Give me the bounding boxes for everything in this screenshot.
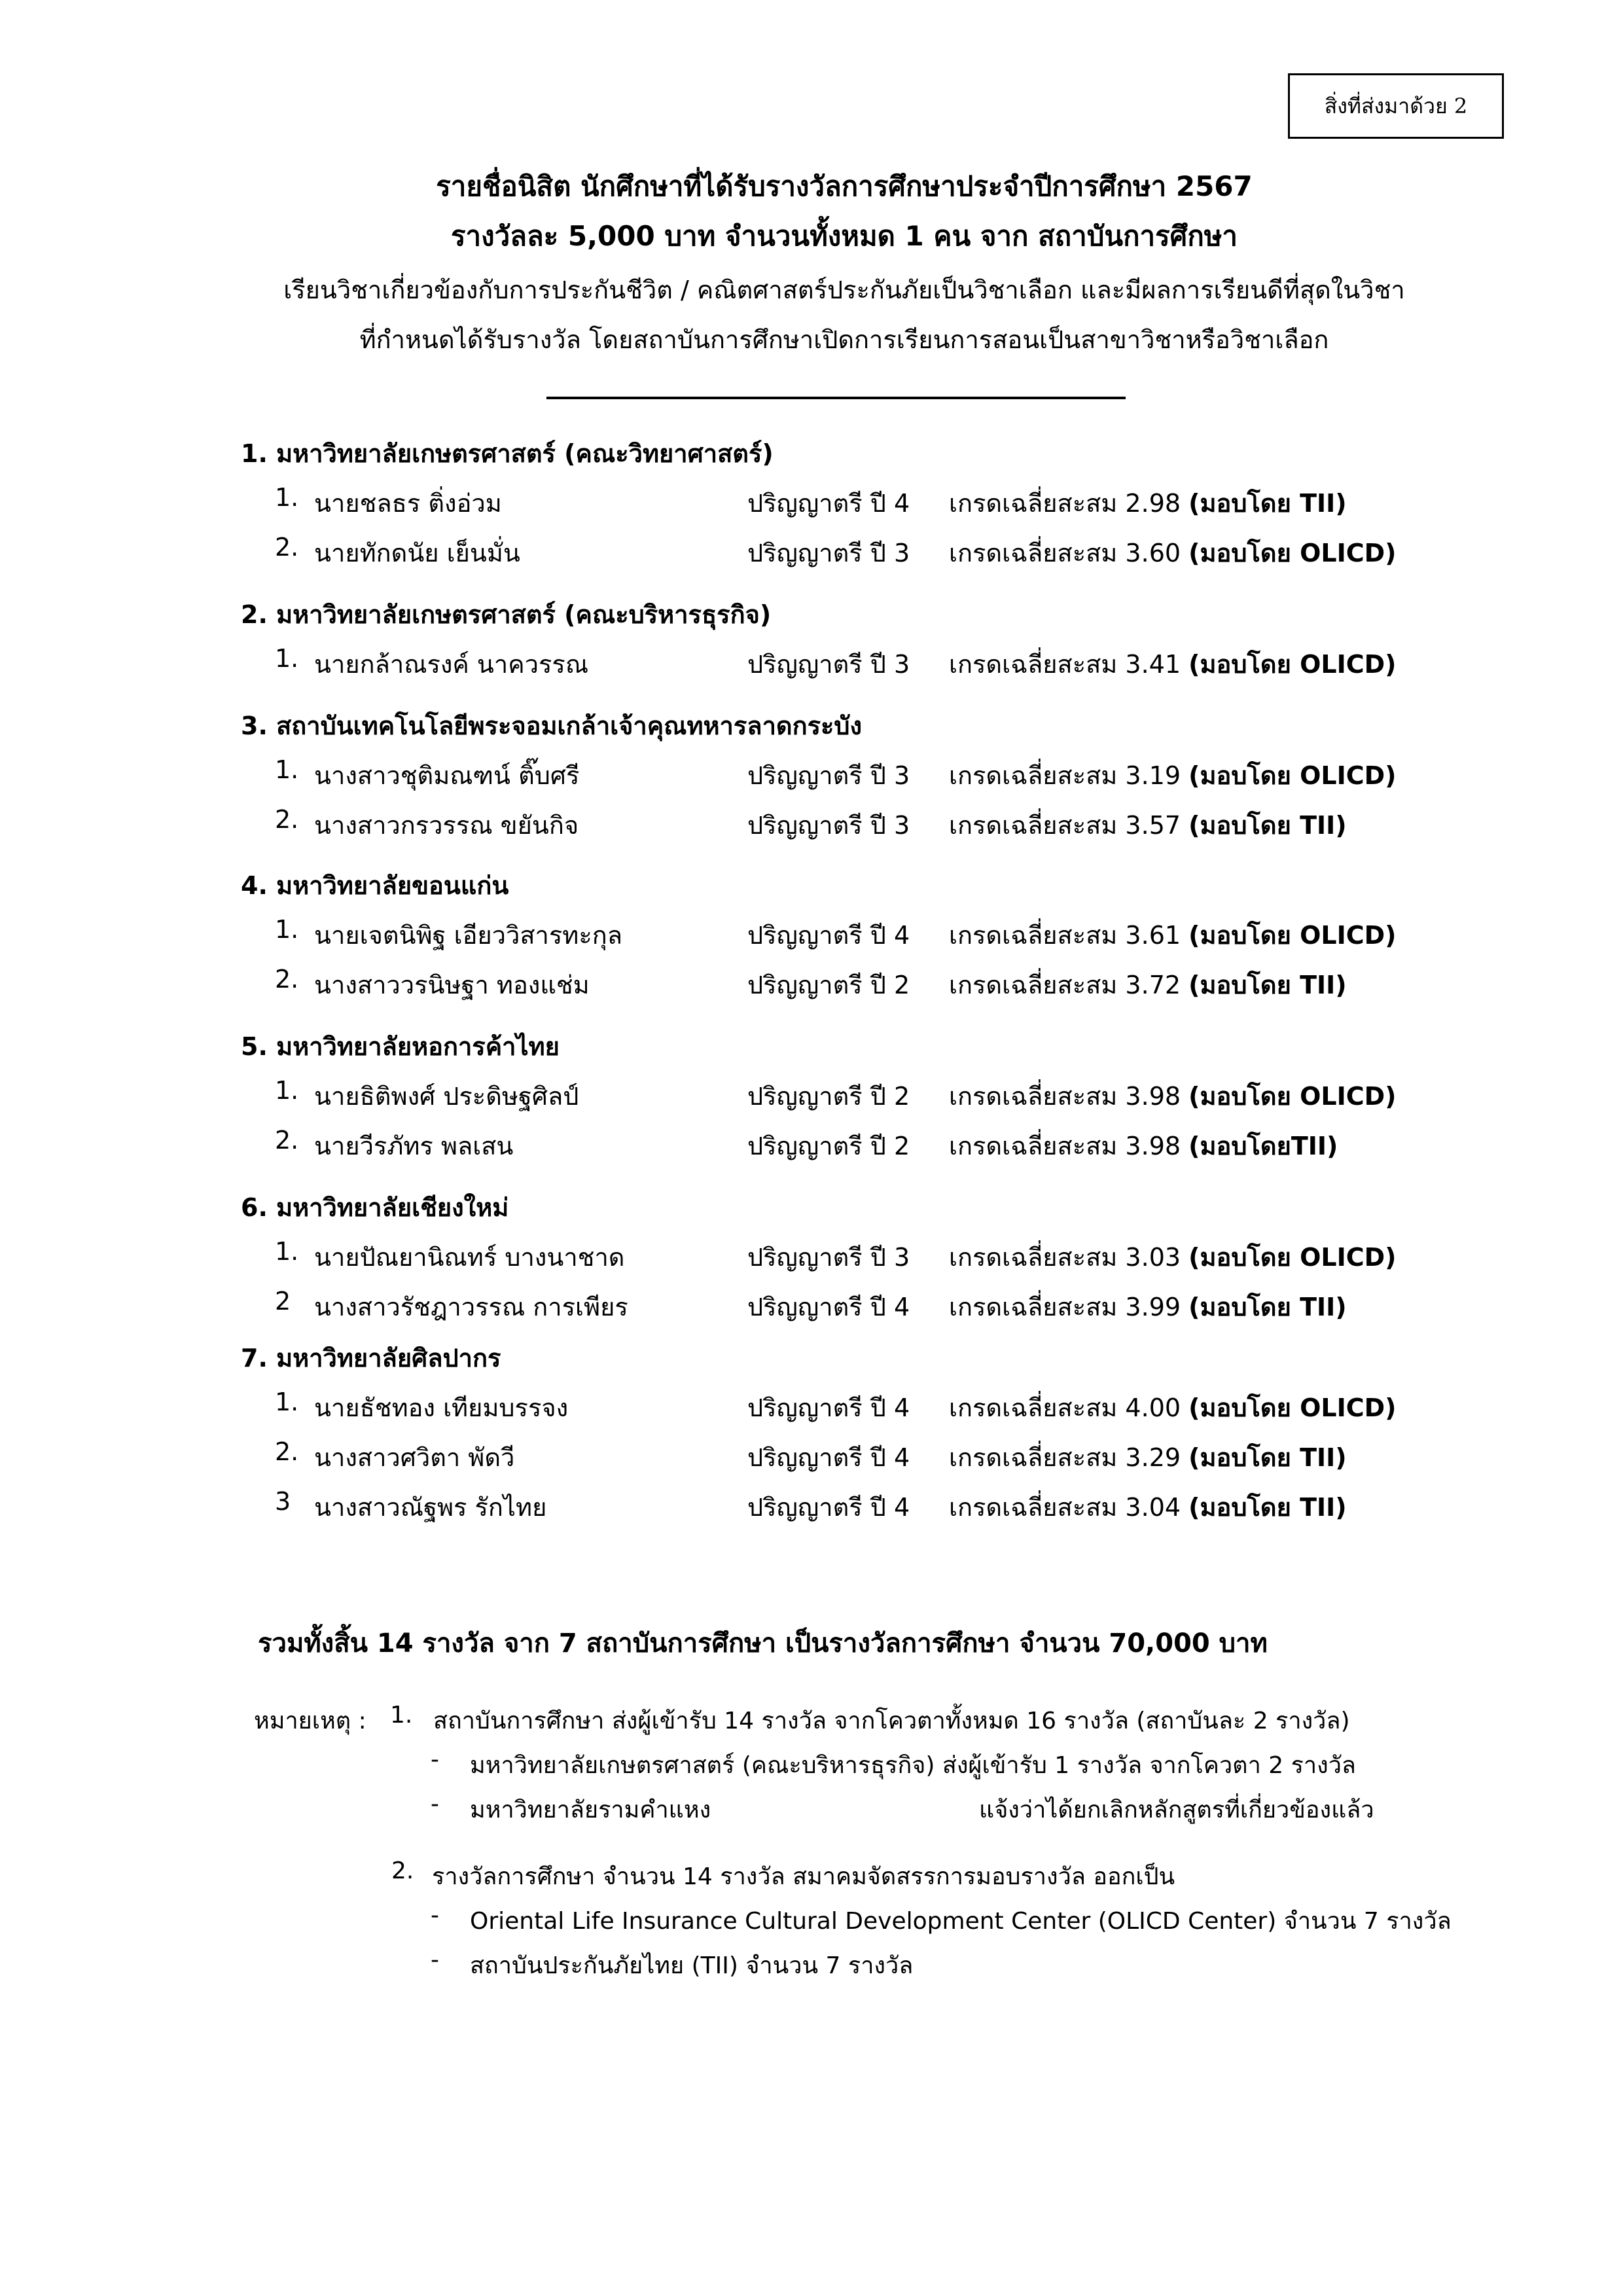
student-number: 2. xyxy=(275,805,299,834)
student-number: 1. xyxy=(275,915,299,944)
institution-heading: 1. มหาวิทยาลัยเกษตรศาสตร์ (คณะวิทยาศาสตร์) xyxy=(241,439,774,468)
student-number: 1. xyxy=(275,755,299,784)
student-name: นายกล้าณรงค์ นาควรรณ xyxy=(314,650,589,679)
student-donor: (มอบโดย TII) xyxy=(1188,489,1347,518)
student-gpa: เกรดเฉลี่ยสะสม 3.41 xyxy=(949,650,1181,679)
student-number: 1. xyxy=(275,1237,299,1266)
note-2-text: รางวัลการศึกษา จำนวน 14 รางวัล สมาคมจัดสรรการมอบรางวัล ออกเป็น xyxy=(432,1863,1175,1890)
student-gpa-group xyxy=(949,533,1397,573)
student-gpa: เกรดเฉลี่ยสะสม 3.61 xyxy=(949,921,1181,950)
title-line-2: รางวัลละ 5,000 บาท จำนวนทั้งหมด 1 คน จาก สถาบันการศึกษา xyxy=(450,220,1238,252)
student-gpa-group xyxy=(949,965,1347,1005)
institution-heading: 6. มหาวิทยาลัยเชียงใหม่ xyxy=(241,1193,509,1222)
student-donor: (มอบโดย OLICD) xyxy=(1188,1082,1397,1111)
student-degree: ปริญญาตรี ปี 4 xyxy=(747,1493,910,1522)
student-gpa: เกรดเฉลี่ยสะสม 3.57 xyxy=(949,811,1181,840)
student-name: นายชลธร ติ่งอ่วม xyxy=(314,489,502,518)
note-1-sub-1: มหาวิทยาลัยเกษตรศาสตร์ (คณะบริหารธุรกิจ) ส่งผู้เข้ารับ 1 รางวัล จากโควตา 2 รางวัล xyxy=(470,1752,1356,1779)
note-1-sub-2-institution: มหาวิทยาลัยรามคำแหง xyxy=(470,1797,711,1823)
student-degree: ปริญญาตรี ปี 2 xyxy=(747,1082,910,1111)
student-degree: ปริญญาตรี ปี 3 xyxy=(747,761,910,790)
student-degree: ปริญญาตรี ปี 4 xyxy=(747,489,910,518)
student-degree: ปริญญาตรี ปี 4 xyxy=(747,1443,910,1472)
student-donor: (มอบโดย OLICD) xyxy=(1188,539,1397,567)
student-name: นางสาวศวิตา พัดวี xyxy=(314,1443,515,1472)
student-gpa-group xyxy=(949,483,1347,523)
student-name: นายเจตนิพิฐ เอียววิสารทะกุล xyxy=(314,921,623,950)
student-gpa: เกรดเฉลี่ยสะสม 3.03 xyxy=(949,1243,1181,1272)
student-name: นางสาววรนิษฐา ทองแช่ม xyxy=(314,971,590,999)
student-gpa-group xyxy=(949,915,1397,955)
student-gpa-group xyxy=(949,1237,1397,1277)
student-donor: (มอบโดย TII) xyxy=(1188,1443,1347,1472)
note-1-sub-2-remark: แจ้งว่าได้ยกเลิกหลักสูตรที่เกี่ยวข้องแล้ว xyxy=(979,1797,1374,1823)
student-donor: (มอบโดย TII) xyxy=(1188,971,1347,999)
total-summary: รวมทั้งสิ้น 14 รางวัล จาก 7 สถาบันการศึกษา เป็นรางวัลการศึกษา จำนวน 70,000 บาท xyxy=(258,1628,1268,1659)
institution-heading: 3. สถาบันเทคโนโลยีพระจอมเกล้าเจ้าคุณทหารลาดกระบัง xyxy=(241,711,863,740)
student-number: 2. xyxy=(275,533,299,562)
student-number: 1. xyxy=(275,1076,299,1105)
student-gpa: เกรดเฉลี่ยสะสม 3.98 xyxy=(949,1132,1181,1160)
student-number: 2. xyxy=(275,965,299,994)
student-gpa-group xyxy=(949,1287,1347,1327)
student-name: นายทักดนัย เย็นมั่น xyxy=(314,539,520,567)
subtitle-line-1: เรียนวิชาเกี่ยวข้องกับการประกันชีวิต / คณิตศาสตร์ประกันภัยเป็นวิชาเลือก และมีผลการเรียนดีที่สุดในวิชา xyxy=(283,276,1405,304)
student-name: นายวีรภัทร พลเสน xyxy=(314,1132,514,1160)
student-donor: (มอบโดย TII) xyxy=(1188,811,1347,840)
student-gpa: เกรดเฉลี่ยสะสม 4.00 xyxy=(949,1393,1181,1422)
student-donor: (มอบโดย OLICD) xyxy=(1188,650,1397,679)
attachment-label: สิ่งที่ส่งมาด้วย 2 xyxy=(1288,73,1504,139)
student-gpa: เกรดเฉลี่ยสะสม 3.72 xyxy=(949,971,1181,999)
note-2-dash-2: - xyxy=(431,1946,439,1973)
student-gpa-group xyxy=(949,805,1347,845)
title-line-1: รายชื่อนิสิต นักศึกษาที่ได้รับรางวัลการศึกษาประจำปีการศึกษา 2567 xyxy=(436,170,1253,202)
student-degree: ปริญญาตรี ปี 3 xyxy=(747,539,910,567)
student-number: 3 xyxy=(275,1487,291,1516)
note-2-number: 2. xyxy=(391,1857,414,1884)
student-degree: ปริญญาตรี ปี 4 xyxy=(747,1293,910,1321)
student-donor: (มอบโดย TII) xyxy=(1188,1293,1347,1321)
note-1-number: 1. xyxy=(390,1702,413,1729)
student-gpa: เกรดเฉลี่ยสะสม 3.19 xyxy=(949,761,1181,790)
student-gpa: เกรดเฉลี่ยสะสม 3.29 xyxy=(949,1443,1181,1472)
student-degree: ปริญญาตรี ปี 3 xyxy=(747,811,910,840)
student-degree: ปริญญาตรี ปี 3 xyxy=(747,1243,910,1272)
institution-heading: 5. มหาวิทยาลัยหอการค้าไทย xyxy=(241,1032,560,1061)
student-gpa: เกรดเฉลี่ยสะสม 3.98 xyxy=(949,1082,1181,1111)
note-2-sub-2: สถาบันประกันภัยไทย (TII) จำนวน 7 รางวัล xyxy=(470,1952,914,1979)
student-gpa: เกรดเฉลี่ยสะสม 3.04 xyxy=(949,1493,1181,1522)
student-donor: (มอบโดยTII) xyxy=(1188,1132,1338,1160)
student-name: นางสาวรัชฎาวรรณ การเพียร xyxy=(314,1293,628,1321)
student-number: 2. xyxy=(275,1126,299,1155)
student-number: 1. xyxy=(275,1388,299,1416)
student-gpa-group xyxy=(949,755,1397,795)
student-degree: ปริญญาตรี ปี 2 xyxy=(747,1132,910,1160)
student-degree: ปริญญาตรี ปี 4 xyxy=(747,921,910,950)
student-gpa: เกรดเฉลี่ยสะสม 2.98 xyxy=(949,489,1181,518)
student-number: 2. xyxy=(275,1437,299,1466)
institution-heading: 7. มหาวิทยาลัยศิลปากร xyxy=(241,1344,501,1372)
student-gpa: เกรดเฉลี่ยสะสม 3.60 xyxy=(949,539,1181,567)
student-name: นายธัชทอง เทียมบรรจง xyxy=(314,1393,569,1422)
student-donor: (มอบโดย TII) xyxy=(1188,1493,1347,1522)
student-gpa-group xyxy=(949,1388,1397,1427)
student-degree: ปริญญาตรี ปี 2 xyxy=(747,971,910,999)
institution-heading: 2. มหาวิทยาลัยเกษตรศาสตร์ (คณะบริหารธุรกิจ) xyxy=(241,600,772,629)
student-gpa: เกรดเฉลี่ยสะสม 3.99 xyxy=(949,1293,1181,1321)
student-number: 1. xyxy=(275,644,299,673)
student-donor: (มอบโดย OLICD) xyxy=(1188,761,1397,790)
student-gpa-group xyxy=(949,1126,1338,1166)
subtitle-line-2: ที่กำหนดได้รับรางวัล โดยสถาบันการศึกษาเปิดการเรียนการสอนเป็นสาขาวิชาหรือวิชาเลือก xyxy=(359,325,1329,354)
student-name: นางสาวชุติมณฑน์ ติ๊บศรี xyxy=(314,761,580,790)
student-name: นางสาวณัฐพร รักไทย xyxy=(314,1493,547,1522)
notes-label: หมายเหตุ : xyxy=(254,1708,366,1734)
student-donor: (มอบโดย OLICD) xyxy=(1188,921,1397,950)
note-1-text: สถาบันการศึกษา ส่งผู้เข้ารับ 14 รางวัล จากโควตาทั้งหมด 16 รางวัล (สถาบันละ 2 รางวัล) xyxy=(433,1708,1350,1734)
student-gpa-group xyxy=(949,644,1397,684)
student-donor: (มอบโดย OLICD) xyxy=(1188,1393,1397,1422)
note-1-dash-2: - xyxy=(431,1791,439,1818)
student-degree: ปริญญาตรี ปี 3 xyxy=(747,650,910,679)
student-name: นายธิติพงศ์ ประดิษฐศิลป์ xyxy=(314,1082,579,1111)
student-gpa-group xyxy=(949,1487,1347,1527)
student-name: นางสาวกรวรรณ ขยันกิจ xyxy=(314,811,579,840)
student-name: นายปัณยานิณทร์ บางนาชาด xyxy=(314,1243,625,1272)
institution-heading: 4. มหาวิทยาลัยขอนแก่น xyxy=(241,871,509,900)
student-gpa-group xyxy=(949,1437,1347,1477)
student-number: 2 xyxy=(275,1287,291,1316)
note-2-dash-1: - xyxy=(431,1902,439,1929)
student-gpa-group xyxy=(949,1076,1397,1116)
student-donor: (มอบโดย OLICD) xyxy=(1188,1243,1397,1272)
divider xyxy=(546,397,1126,399)
note-1-dash-1: - xyxy=(431,1746,439,1773)
note-2-sub-1: Oriental Life Insurance Cultural Development Center (OLICD Center) จำนวน 7 รางวัล xyxy=(470,1908,1452,1935)
student-number: 1. xyxy=(275,483,299,512)
student-degree: ปริญญาตรี ปี 4 xyxy=(747,1393,910,1422)
